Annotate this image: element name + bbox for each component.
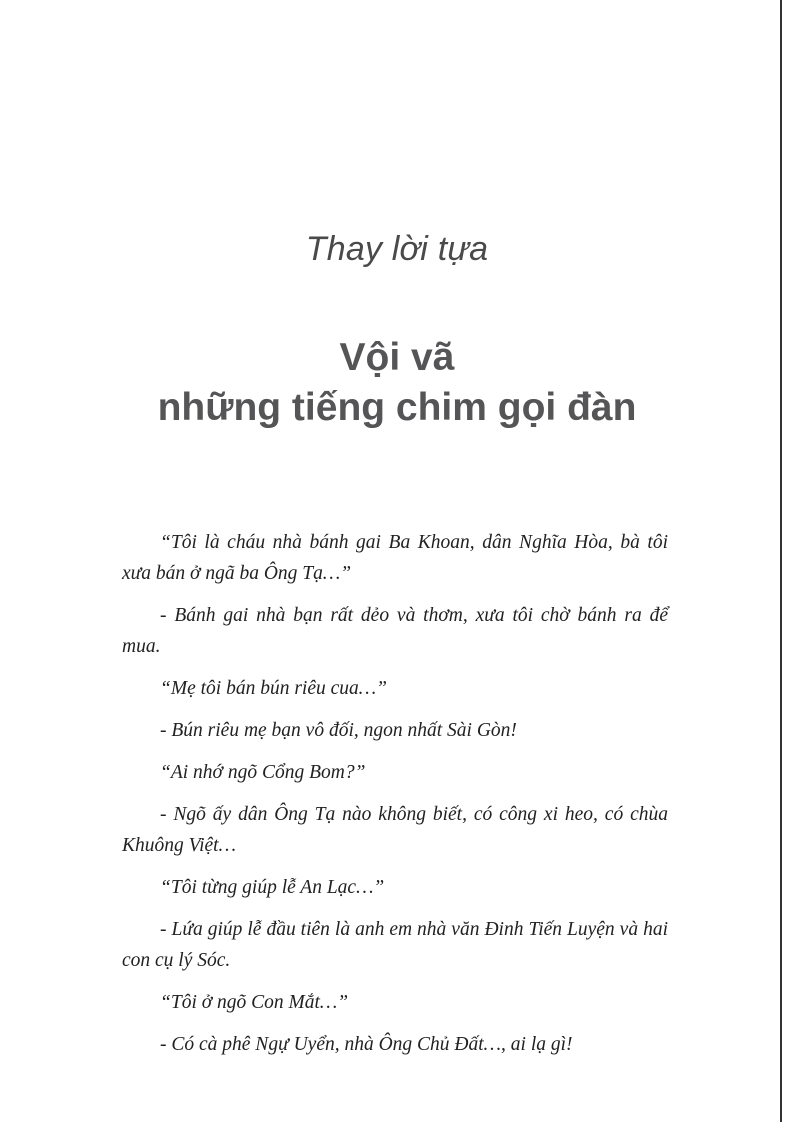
chapter-title-line-2: những tiếng chim gọi đàn bbox=[157, 386, 637, 429]
chapter-title bbox=[0, 333, 794, 433]
paragraph: “Ai nhớ ngõ Cổng Bom?” bbox=[160, 762, 366, 783]
page-edge-divider bbox=[780, 0, 782, 1122]
paragraph: “Mẹ tôi bán bún riêu cua…” bbox=[160, 678, 387, 699]
paragraph: - Có cà phê Ngự Uyển, nhà Ông Chủ Đất…, ai lạ gì! bbox=[160, 1034, 573, 1055]
paragraph: - Bún riêu mẹ bạn vô đối, ngon nhất Sài Gòn! bbox=[160, 720, 517, 741]
paragraph: - Bánh gai nhà bạn rất dẻo và thơm, xưa tôi chờ bánh ra để mua. bbox=[122, 605, 668, 657]
body-text bbox=[122, 527, 668, 1071]
paragraph: “Tôi ở ngõ Con Mắt…” bbox=[160, 992, 349, 1013]
chapter-title-line-1: Vội vã bbox=[339, 336, 455, 379]
paragraph: - Ngõ ấy dân Ông Tạ nào không biết, có công xi heo, có chùa Khuông Việt… bbox=[122, 804, 668, 856]
paragraph: “Tôi từng giúp lễ An Lạc…” bbox=[160, 877, 385, 898]
chapter-subtitle: Thay lời tựa bbox=[305, 230, 489, 268]
paragraph: “Tôi là cháu nhà bánh gai Ba Khoan, dân Nghĩa Hòa, bà tôi xưa bán ở ngã ba Ông Tạ…” bbox=[122, 532, 668, 584]
paragraph: - Lứa giúp lễ đầu tiên là anh em nhà văn Đinh Tiến Luyện và hai con cụ lý Sóc. bbox=[122, 919, 668, 971]
